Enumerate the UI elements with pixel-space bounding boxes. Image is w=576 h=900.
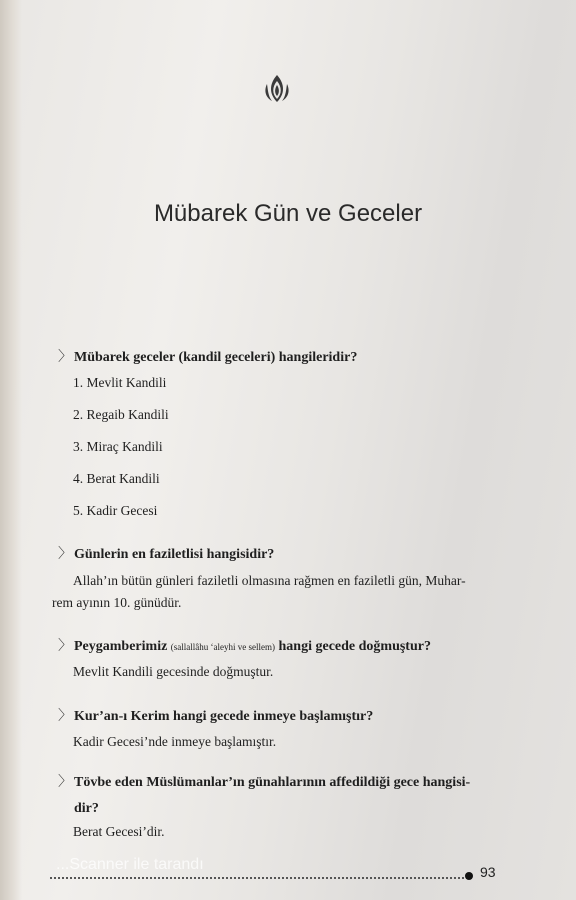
chevron-right-icon: 〉 bbox=[58, 547, 72, 562]
answer-3: Mevlit Kandili gecesinde doğmuştur. bbox=[73, 664, 274, 679]
page-number: 93 bbox=[480, 864, 496, 880]
page-title: Mübarek Gün ve Geceler bbox=[153, 200, 423, 227]
chevron-right-icon: 〉 bbox=[58, 709, 72, 724]
question-3 bbox=[58, 635, 431, 655]
list-item: 1. Mevlit Kandili bbox=[73, 375, 167, 390]
answer-4: Kadir Gecesi’nde inmeye başlamıştır. bbox=[73, 734, 277, 749]
question-2 bbox=[58, 543, 274, 563]
question-2-text: Günlerin en faziletlisi hangisidir? bbox=[74, 547, 275, 562]
list-item: 3. Miraç Kandili bbox=[73, 439, 163, 454]
bullet-icon bbox=[465, 872, 473, 880]
question-3-text-a: Peygamberimiz bbox=[74, 639, 168, 654]
footer-dotted-rule bbox=[50, 877, 468, 879]
question-3-honorific: (sallallâhu ‘aleyhi ve sellem) bbox=[170, 642, 276, 652]
scanner-watermark: ...Scanner ile tarandı bbox=[56, 856, 204, 873]
list-item: 5. Kadir Gecesi bbox=[73, 503, 158, 518]
answer-2-line-2: rem ayının 10. günüdür. bbox=[52, 595, 182, 610]
list-item: 4. Berat Kandili bbox=[73, 471, 160, 486]
question-5-text-line-1: Tövbe eden Müslümanlar’ın günahlarının affedildiği gece hangisi- bbox=[74, 775, 471, 790]
question-4 bbox=[58, 705, 373, 725]
answer-2-line-1: Allah’ın bütün günleri faziletli olmasına rağmen en faziletli gün, Muhar- bbox=[73, 573, 466, 588]
answer-5: Berat Gecesi’dir. bbox=[73, 824, 165, 839]
page-edge bbox=[0, 0, 22, 900]
question-3-text-b: hangi gecede doğmuştur? bbox=[278, 639, 431, 654]
question-5 bbox=[58, 770, 470, 822]
question-1 bbox=[58, 346, 357, 366]
publisher-logo-icon bbox=[259, 72, 295, 108]
chevron-right-icon: 〉 bbox=[58, 639, 72, 654]
chevron-right-icon: 〉 bbox=[58, 350, 72, 365]
question-4-text: Kur’an-ı Kerim hangi gecede inmeye başlamıştır? bbox=[74, 709, 374, 724]
answer-2 bbox=[52, 570, 507, 614]
chevron-right-icon: 〉 bbox=[58, 775, 72, 790]
list-item: 2. Regaib Kandili bbox=[73, 407, 169, 422]
question-1-text: Mübarek geceler (kandil geceleri) hangileridir? bbox=[74, 350, 358, 365]
question-5-text-line-2: dir? bbox=[74, 801, 99, 816]
